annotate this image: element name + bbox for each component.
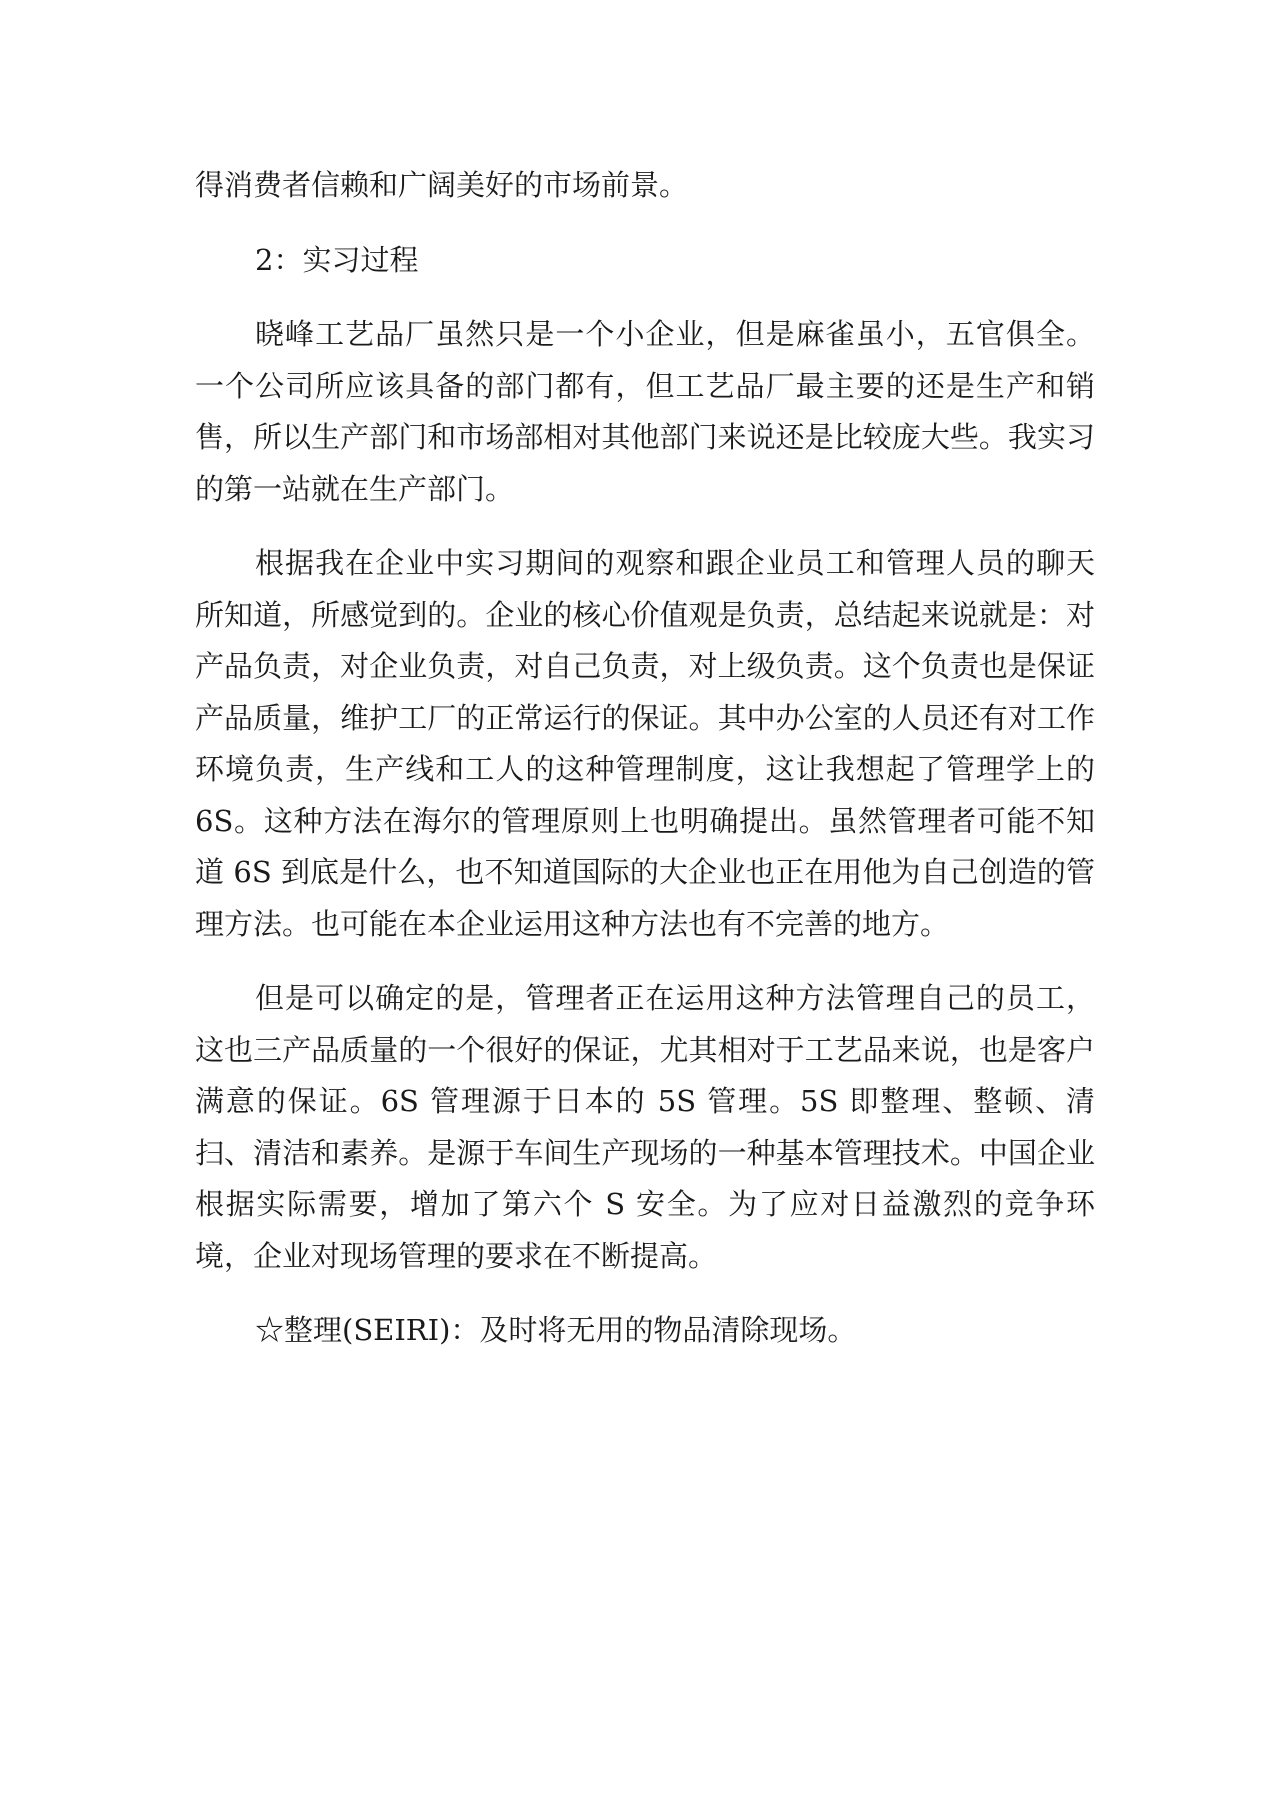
paragraph-continuation: 得消费者信赖和广阔美好的市场前景。 (195, 168, 689, 202)
paragraph-core-values: 根据我在企业中实习期间的观察和跟企业员工和管理人员的聊天所知道，所感觉到的。企业的核心价值观是负责，总结起来说就是：对产品负责，对企业负责，对自己负责，对上级负责。这个负责也是保证产品质量，维护工厂的正常运行的保证。其中办公室的人员还有对工作环境负责，生产线和工人的这种管理制度，这让我想起了管理学上的 6S。这种方法在海尔的管理原则上也明确提出。虽然管理者可能不知道 6S 到底是什么，也不知道国际的大企业也正在用他为自己创造的管理方法。也可能在本企业运用这种方法也有不完善的地方。 (195, 546, 1095, 941)
list-item-seiri: ☆整理(SEIRI)：及时将无用的物品清除现场。 (255, 1313, 857, 1347)
paragraph-company-intro: 晓峰工艺品厂虽然只是一个小企业，但是麻雀虽小，五官俱全。一个公司所应该具备的部门都有，但工艺品厂最主要的还是生产和销售，所以生产部门和市场部相对其他部门来说还是比较庞大些。我实习的第一站就在生产部门。 (195, 317, 1095, 506)
paragraph-6s-management: 但是可以确定的是，管理者正在运用这种方法管理自己的员工，这也三产品质量的一个很好的保证，尤其相对于工艺品来说，也是客户满意的保证。6S 管理源于日本的 5S 管理。5S 即整理、整顿、清扫、清洁和素养。是源于车间生产现场的一种基本管理技术。中国企业根据实际需要，增加了第六个 S 安全。为了应对日益激烈的竞争环境，企业对现场管理的要求在不断提高。 (195, 981, 1095, 1273)
document-body (195, 160, 1095, 1357)
section-heading: 2：实习过程 (255, 242, 419, 277)
